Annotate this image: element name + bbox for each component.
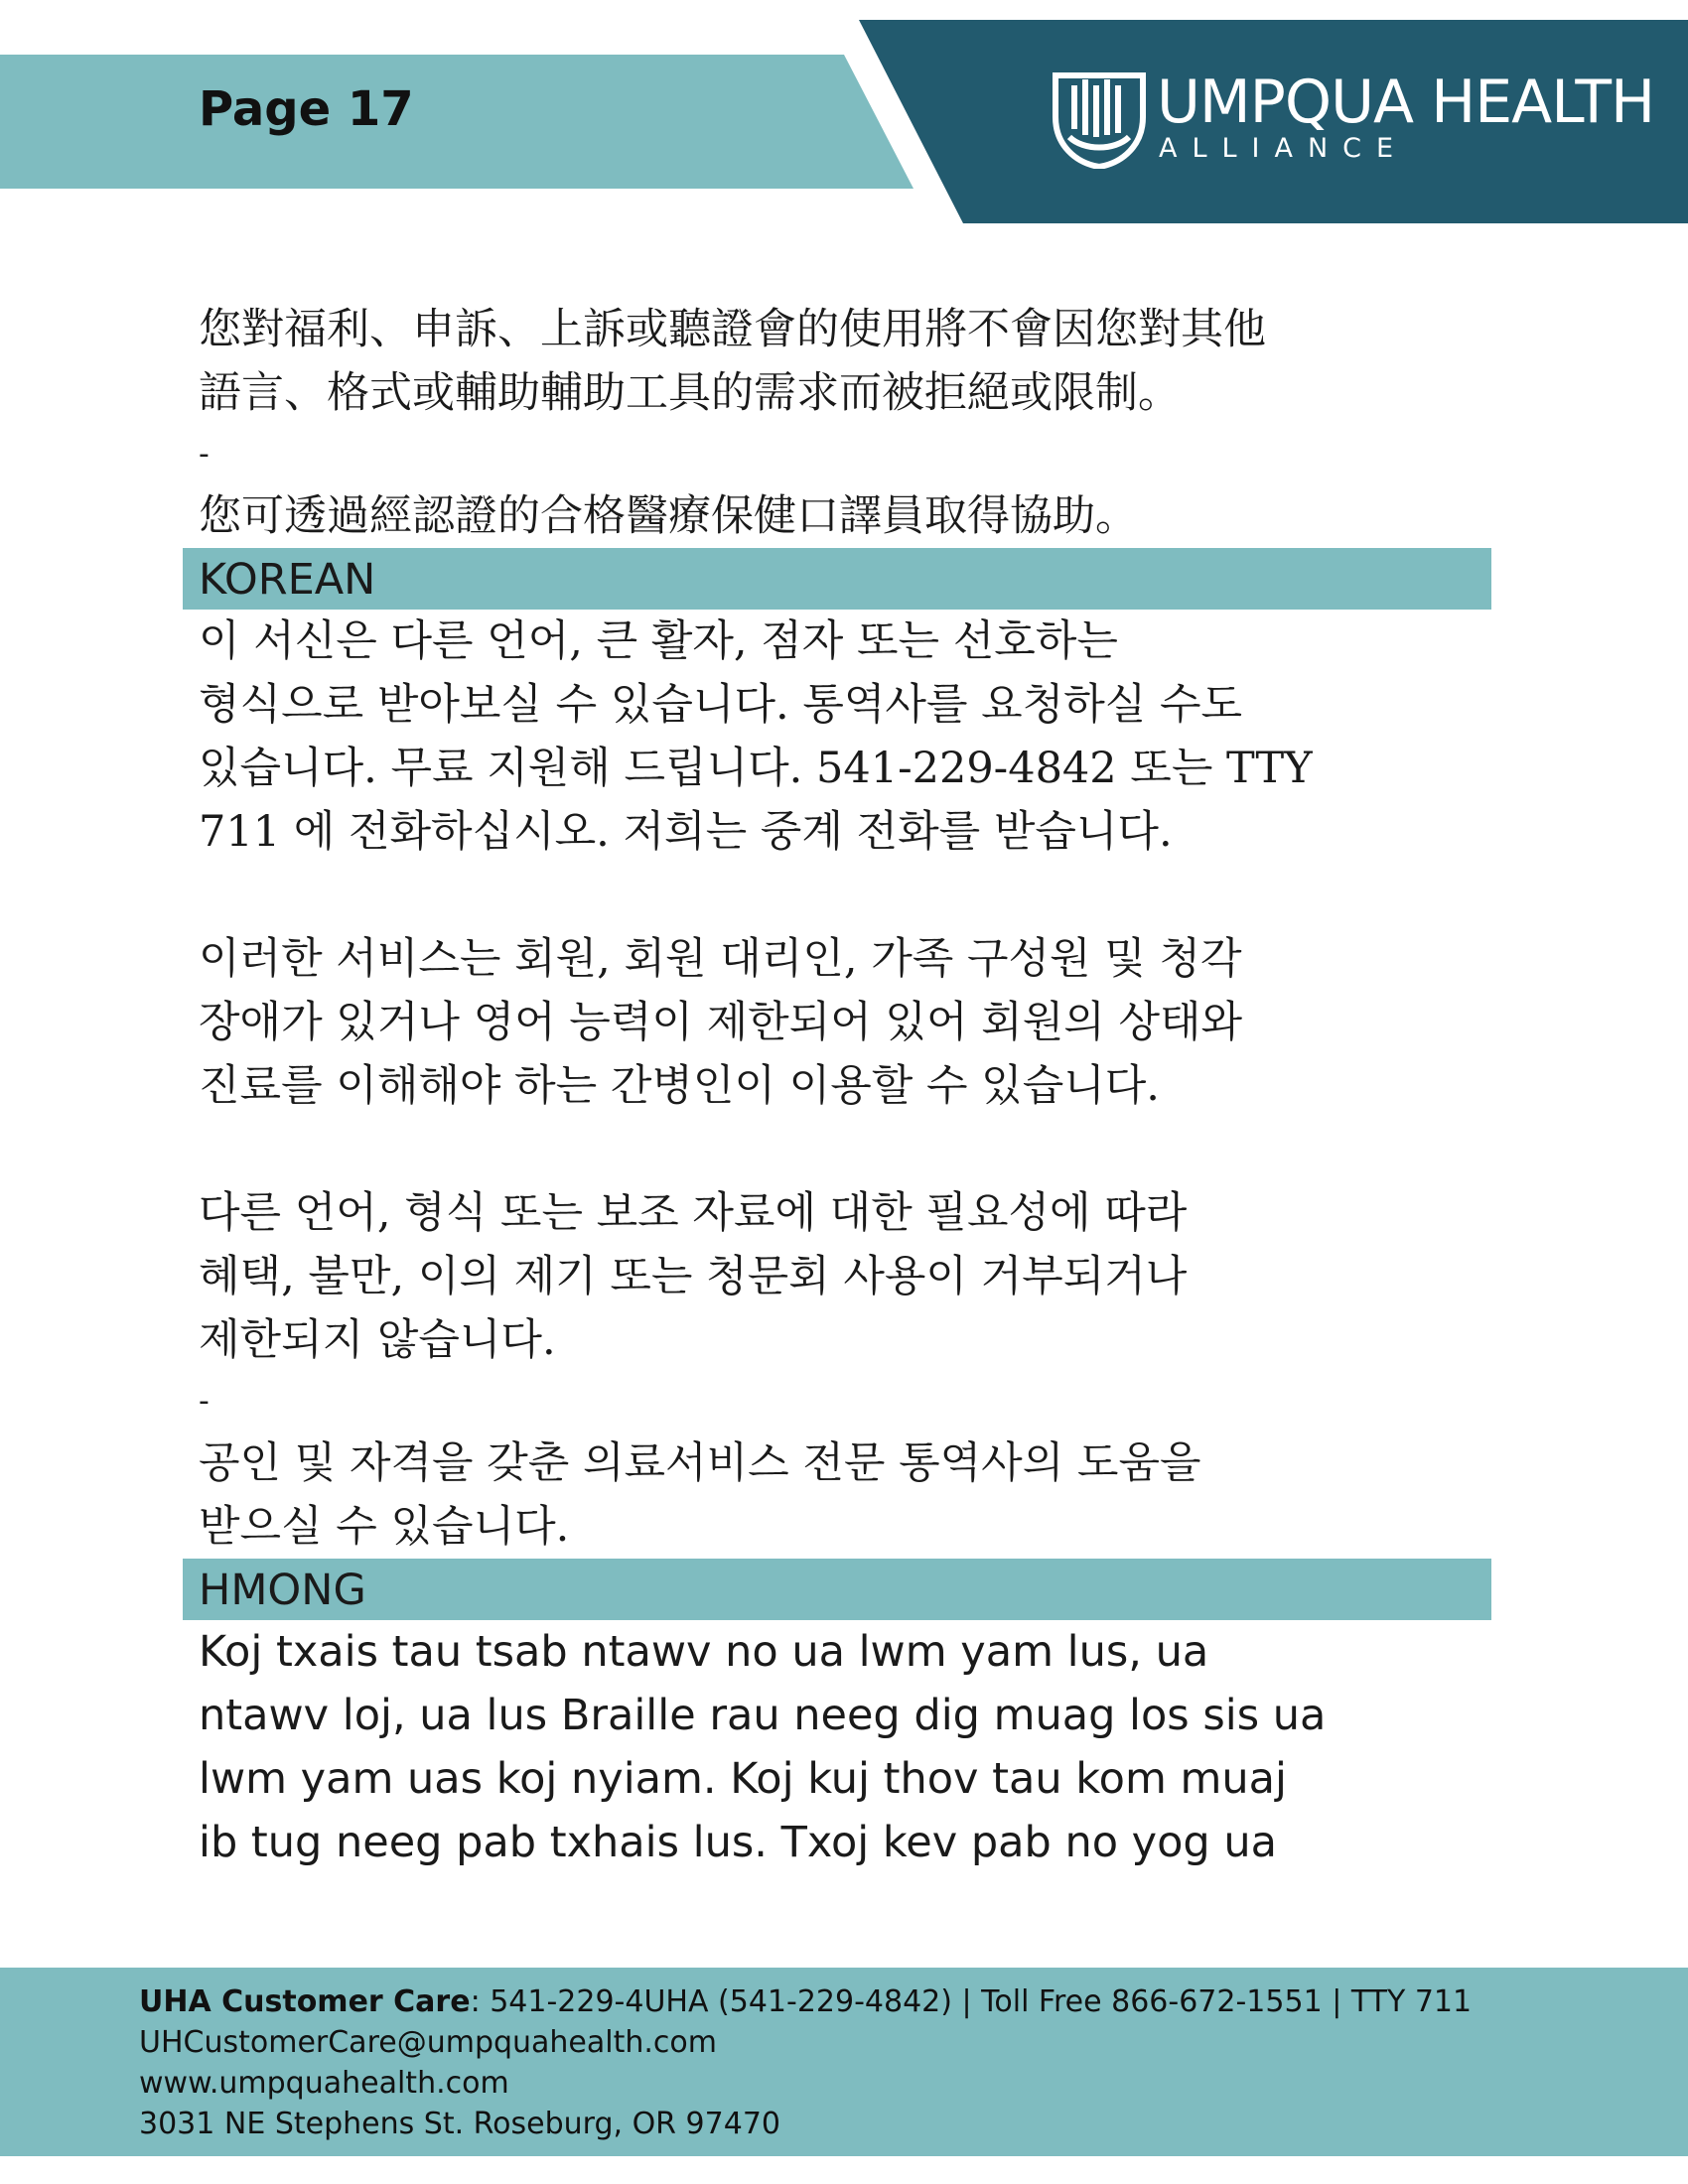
footer-address: 3031 NE Stephens St. Roseburg, OR 97470 xyxy=(139,2107,780,2141)
korean-para-2-line: 진료를 이해해야 하는 간병인이 이용할 수 있습니다. xyxy=(199,1061,1160,1111)
chinese-para-1-line: 您對福利、申訴、上訴或聽證會的使用將不會因您對其他 xyxy=(199,305,1266,354)
customer-care-numbers: : 541-229-4UHA (541-229-4842) | Toll Free 866-672-1551 | TTY 711 xyxy=(470,1984,1473,2019)
footer-customer-care-line xyxy=(139,1981,1472,2022)
chinese-para-1 xyxy=(199,298,1499,425)
hmong-para-1-line: Koj txais tau tsab ntawv no ua lwm yam lus, ua xyxy=(199,1627,1209,1677)
paragraph-gap xyxy=(199,1118,1499,1181)
page-header xyxy=(0,0,1688,228)
header-teal-band xyxy=(0,55,914,189)
logo-name: UMPQUA HEALTH xyxy=(1157,68,1655,137)
paragraph-gap xyxy=(199,864,1499,927)
korean-dash: - xyxy=(199,1384,210,1419)
korean-para-3-line: 다른 언어, 형식 또는 보조 자료에 대한 필요성에 따라 xyxy=(199,1188,1188,1238)
customer-care-label: UHA Customer Care xyxy=(139,1984,471,2019)
korean-para-4 xyxy=(199,1432,1499,1559)
korean-para-1-line: 있습니다. 무료 지원해 드립니다. 541-229-4842 또는 TTY xyxy=(199,744,1313,793)
korean-para-2 xyxy=(199,927,1499,1118)
korean-para-4-line: 공인 및 자격을 갖춘 의료서비스 전문 통역사의 도움을 xyxy=(199,1438,1201,1488)
korean-para-1 xyxy=(199,610,1499,864)
hmong-para-1-line: lwm yam uas koj nyiam. Koj kuj thov tau kom muaj xyxy=(199,1754,1287,1804)
umpqua-logo xyxy=(1048,66,1655,175)
footer-contact-block xyxy=(139,1981,1472,2144)
hmong-para-1-line: ntawv loj, ua lus Braille rau neeg dig muag los sis ua xyxy=(199,1691,1327,1740)
hmong-heading: HMONG xyxy=(183,1559,1491,1620)
korean-para-3-line: 제한되지 않습니다. xyxy=(199,1315,556,1365)
page-number: Page 17 xyxy=(199,81,414,137)
korean-para-1-line: 형식으로 받아보실 수 있습니다. 통역사를 요청하실 수도 xyxy=(199,680,1243,730)
korean-para-1-line: 이 서신은 다른 언어, 큰 활자, 점자 또는 선호하는 xyxy=(199,616,1118,666)
korean-para-3 xyxy=(199,1181,1499,1372)
chinese-para-1-line: 語言、格式或輔助輔助工具的需求而被拒絕或限制。 xyxy=(199,368,1181,418)
korean-para-3-line: 혜택, 불만, 이의 제기 또는 청문회 사용이 거부되거나 xyxy=(199,1252,1188,1301)
chinese-para-2: 您可透過經認證的合格醫療保健口譯員取得協助。 xyxy=(199,491,1138,541)
page-footer xyxy=(0,1968,1688,2156)
hmong-para-1-line: ib tug neeg pab txhais lus. Txoj kev pab no yog ua xyxy=(199,1818,1278,1867)
hmong-para-1 xyxy=(199,1620,1499,1874)
korean-para-2-line: 장애가 있거나 영어 능력이 제한되어 있어 회원의 상태와 xyxy=(199,998,1243,1047)
korean-para-4-line: 받으실 수 있습니다. xyxy=(199,1502,570,1552)
chinese-dash: - xyxy=(199,437,210,472)
footer-website-link[interactable]: www.umpquahealth.com xyxy=(139,2066,509,2101)
page-content xyxy=(199,298,1499,1874)
logo-subtitle: ALLIANCE xyxy=(1159,133,1409,164)
korean-para-2-line: 이러한 서비스는 회원, 회원 대리인, 가족 구성원 및 청각 xyxy=(199,934,1242,984)
logo-shield-icon xyxy=(1048,66,1151,169)
korean-para-1-line: 711 에 전화하십시오. 저희는 중계 전화를 받습니다. xyxy=(199,807,1173,857)
footer-email[interactable]: UHCustomerCare@umpquahealth.com xyxy=(139,2025,717,2060)
korean-heading: KOREAN xyxy=(183,548,1491,610)
